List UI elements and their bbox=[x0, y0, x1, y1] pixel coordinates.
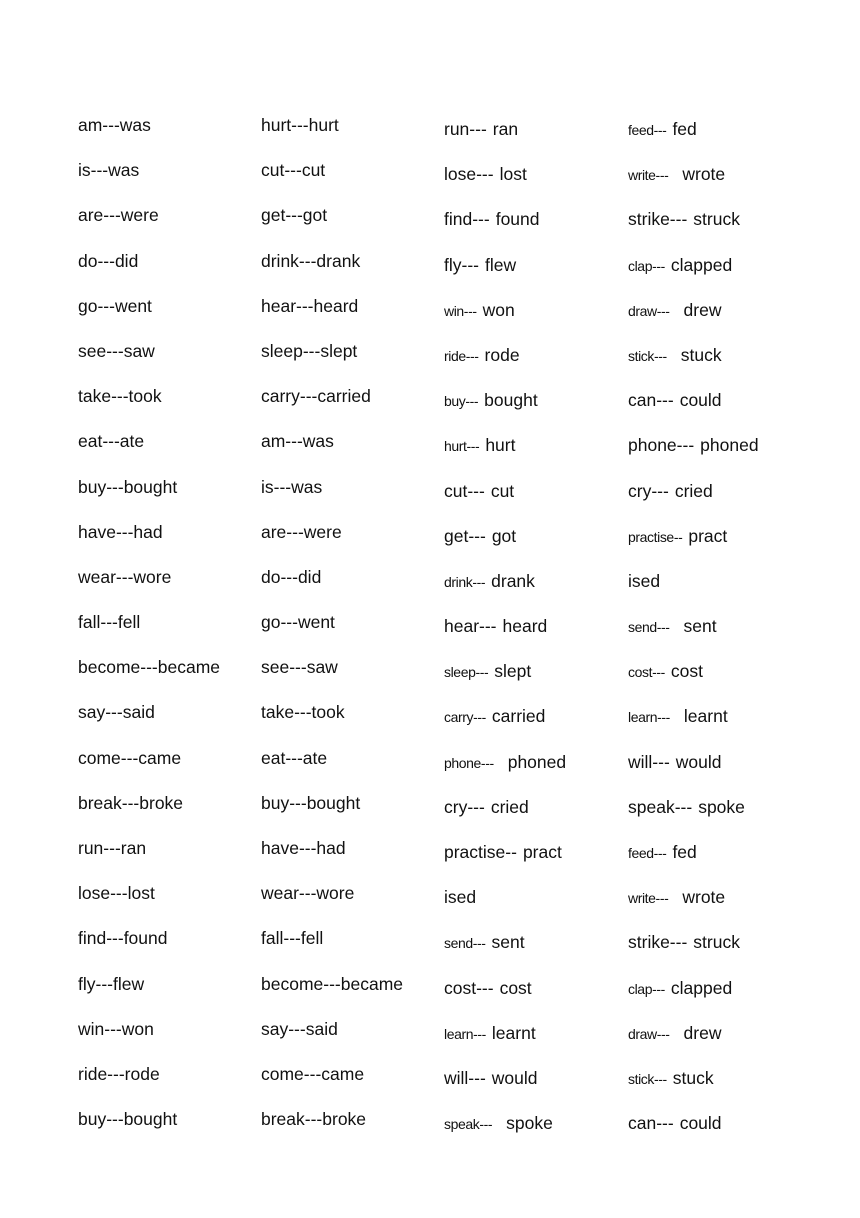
past-form: found bbox=[495, 209, 540, 230]
word-pair-row bbox=[444, 1111, 626, 1156]
past-form: pract bbox=[522, 842, 562, 862]
past-form: clapped bbox=[670, 977, 733, 998]
column-4 bbox=[628, 117, 810, 1156]
past-form: cried bbox=[674, 480, 713, 501]
word-pair-row bbox=[444, 207, 626, 252]
word-pair-text: see---saw bbox=[261, 657, 338, 678]
word-pair-row bbox=[78, 113, 260, 158]
word-pair-row bbox=[261, 700, 443, 745]
present-form: practise-- bbox=[444, 842, 517, 862]
word-pair-row bbox=[78, 249, 260, 294]
present-form: buy--- bbox=[444, 393, 479, 410]
present-form: cost--- bbox=[628, 664, 665, 681]
present-form: cry--- bbox=[444, 796, 485, 817]
word-pair-text: hear---heard bbox=[261, 295, 359, 316]
word-pair-row bbox=[628, 750, 810, 795]
word-pair-row bbox=[444, 253, 626, 298]
word-pair-row bbox=[78, 1107, 260, 1152]
past-form: struck bbox=[693, 209, 740, 230]
present-form: cry--- bbox=[628, 480, 669, 501]
present-form: run--- bbox=[444, 119, 487, 139]
word-pair-row bbox=[78, 836, 260, 881]
word-pair-row bbox=[628, 253, 810, 298]
past-form: lost bbox=[499, 164, 527, 185]
word-pair-text: eat---ate bbox=[78, 431, 145, 452]
word-pair-row bbox=[628, 1111, 810, 1156]
word-pair-row bbox=[78, 791, 260, 836]
word-pair-row bbox=[628, 569, 810, 614]
word-pair-text: ride---rode bbox=[78, 1063, 160, 1084]
word-pair-text: go---went bbox=[261, 612, 335, 633]
present-form: can--- bbox=[628, 1113, 674, 1134]
word-pair-row bbox=[628, 388, 810, 433]
word-pair-row bbox=[78, 881, 260, 926]
past-form: could bbox=[679, 390, 722, 411]
present-form: ised bbox=[628, 570, 661, 591]
word-pair-row bbox=[261, 565, 443, 610]
word-pair-row bbox=[628, 162, 810, 207]
present-form: lose--- bbox=[444, 164, 494, 185]
word-pair-row bbox=[261, 655, 443, 700]
word-pair-row bbox=[628, 479, 810, 524]
word-pair-text: is---was bbox=[78, 160, 140, 181]
word-pair-row bbox=[261, 429, 443, 474]
present-form: write--- bbox=[628, 890, 669, 907]
word-pair-text: buy---bought bbox=[78, 476, 178, 497]
past-form: fed bbox=[672, 119, 697, 139]
word-pair-row bbox=[78, 1017, 260, 1062]
word-pair-text: wear---wore bbox=[78, 566, 172, 587]
past-form: stuck bbox=[672, 1067, 714, 1088]
present-form: stick--- bbox=[628, 1070, 667, 1087]
word-pair-row bbox=[444, 524, 626, 569]
word-pair-row bbox=[78, 746, 260, 791]
word-pair-row bbox=[78, 339, 260, 384]
word-pair-text: am---was bbox=[261, 431, 334, 452]
present-form: clap--- bbox=[628, 257, 665, 274]
past-form: drew bbox=[683, 299, 722, 320]
word-pair-text: sleep---slept bbox=[261, 340, 358, 361]
word-pair-text: fall---fell bbox=[261, 928, 324, 949]
word-pair-row bbox=[628, 704, 810, 749]
word-pair-row bbox=[628, 930, 810, 975]
present-form: strike--- bbox=[628, 932, 688, 953]
present-form: will--- bbox=[444, 1067, 486, 1088]
word-pair-row bbox=[444, 930, 626, 975]
present-form: ride--- bbox=[444, 347, 479, 364]
word-pair-text: carry---carried bbox=[261, 386, 371, 407]
word-pair-row bbox=[628, 117, 810, 162]
word-pair-row bbox=[261, 113, 443, 158]
present-form: get--- bbox=[444, 525, 486, 546]
present-form: draw--- bbox=[628, 1025, 670, 1042]
word-pair-text: take---took bbox=[261, 702, 345, 723]
present-form: draw--- bbox=[628, 302, 670, 319]
past-form: pract bbox=[688, 525, 728, 546]
present-form: fly--- bbox=[444, 254, 479, 275]
past-form: rode bbox=[484, 344, 520, 365]
word-pair-row bbox=[444, 117, 626, 162]
present-form: speak--- bbox=[444, 1116, 493, 1133]
word-pair-text: hurt---hurt bbox=[261, 115, 339, 135]
past-form: flew bbox=[484, 254, 517, 275]
present-form: drink--- bbox=[444, 573, 486, 590]
word-pair-row bbox=[444, 840, 626, 885]
past-form: phoned bbox=[700, 435, 759, 456]
past-form: got bbox=[491, 525, 517, 546]
word-pair-row bbox=[628, 433, 810, 478]
word-pair-text: come---came bbox=[261, 1063, 365, 1084]
word-pair-row bbox=[444, 162, 626, 207]
past-form: cost bbox=[499, 977, 532, 998]
word-pair-row bbox=[628, 1066, 810, 1111]
past-form: cut bbox=[490, 480, 515, 501]
present-form: speak--- bbox=[628, 796, 693, 817]
word-pair-text: fly---flew bbox=[78, 973, 145, 994]
word-pair-text: win---won bbox=[78, 1018, 154, 1039]
word-pair-row bbox=[78, 203, 260, 248]
past-form: wrote bbox=[682, 887, 726, 908]
word-pair-text: do---did bbox=[261, 566, 322, 587]
word-pair-row bbox=[444, 704, 626, 749]
column-1 bbox=[78, 113, 260, 1152]
word-pair-text: wear---wore bbox=[261, 883, 355, 904]
past-form: clapped bbox=[670, 254, 733, 275]
present-form: cut--- bbox=[444, 480, 485, 501]
word-pair-row bbox=[444, 1066, 626, 1111]
past-form: cried bbox=[490, 796, 529, 817]
present-form: find--- bbox=[444, 209, 490, 230]
word-pair-text: have---had bbox=[261, 838, 346, 858]
word-pair-text: go---went bbox=[78, 295, 152, 316]
word-pair-row bbox=[78, 926, 260, 971]
past-form: cost bbox=[670, 661, 703, 682]
word-pair-row bbox=[261, 746, 443, 791]
word-pair-row bbox=[444, 659, 626, 704]
present-form: win--- bbox=[444, 302, 477, 319]
past-form: sent bbox=[491, 932, 525, 953]
present-form: practise-- bbox=[628, 528, 683, 545]
past-form: sent bbox=[683, 616, 717, 637]
word-pair-row bbox=[444, 750, 626, 795]
word-pair-row bbox=[444, 614, 626, 659]
present-form: sleep--- bbox=[444, 664, 489, 681]
past-form: heard bbox=[502, 616, 548, 637]
present-form: ised bbox=[444, 887, 477, 908]
word-pair-row bbox=[261, 791, 443, 836]
word-pair-row bbox=[78, 565, 260, 610]
word-pair-row bbox=[444, 885, 626, 930]
past-form: would bbox=[491, 1067, 538, 1088]
word-pair-row bbox=[261, 1062, 443, 1107]
word-pair-text: are---were bbox=[78, 205, 159, 226]
present-form: hear--- bbox=[444, 616, 497, 637]
present-form: will--- bbox=[628, 751, 670, 772]
word-pair-text: say---said bbox=[78, 702, 155, 723]
present-form: stick--- bbox=[628, 347, 667, 364]
past-form: fed bbox=[672, 842, 697, 862]
word-pair-text: become---became bbox=[261, 973, 403, 994]
word-pair-text: break---broke bbox=[261, 1109, 367, 1130]
past-form: hurt bbox=[485, 435, 516, 456]
word-pair-row bbox=[78, 158, 260, 203]
word-pair-row bbox=[444, 1021, 626, 1066]
word-pair-text: do---did bbox=[78, 250, 139, 271]
word-pair-row bbox=[261, 339, 443, 384]
word-pair-row bbox=[261, 1107, 443, 1152]
word-pair-text: drink---drank bbox=[261, 250, 361, 271]
past-form: learnt bbox=[491, 1022, 536, 1043]
word-pair-row bbox=[628, 840, 810, 885]
past-form: slept bbox=[494, 661, 532, 682]
word-pair-row bbox=[628, 207, 810, 252]
word-pair-row bbox=[628, 614, 810, 659]
present-form: feed--- bbox=[628, 122, 667, 138]
word-pair-row bbox=[78, 655, 260, 700]
word-pair-row bbox=[78, 429, 260, 474]
word-pair-row bbox=[78, 294, 260, 339]
word-pair-row bbox=[261, 158, 443, 203]
word-pair-row bbox=[444, 298, 626, 343]
word-pair-row bbox=[628, 343, 810, 388]
word-pair-text: have---had bbox=[78, 521, 163, 542]
present-form: strike--- bbox=[628, 209, 688, 230]
present-form: phone--- bbox=[444, 754, 494, 771]
word-pair-row bbox=[628, 298, 810, 343]
word-pair-row bbox=[78, 972, 260, 1017]
word-pair-row bbox=[78, 384, 260, 429]
present-form: phone--- bbox=[628, 435, 695, 456]
word-pair-row bbox=[628, 659, 810, 704]
past-form: spoke bbox=[506, 1113, 553, 1134]
past-form: could bbox=[679, 1113, 722, 1134]
word-pair-row bbox=[261, 384, 443, 429]
word-pair-row bbox=[628, 1021, 810, 1066]
word-pair-text: say---said bbox=[261, 1018, 338, 1039]
word-pair-row bbox=[444, 479, 626, 524]
present-form: feed--- bbox=[628, 845, 667, 861]
word-pair-text: fall---fell bbox=[78, 612, 141, 633]
word-pair-row bbox=[261, 203, 443, 248]
word-pair-row bbox=[261, 249, 443, 294]
word-pair-row bbox=[444, 433, 626, 478]
word-pair-row bbox=[261, 926, 443, 971]
present-form: learn--- bbox=[444, 1025, 486, 1042]
present-form: carry--- bbox=[444, 709, 486, 726]
present-form: send--- bbox=[444, 935, 486, 952]
word-pair-row bbox=[628, 976, 810, 1021]
word-pair-text: take---took bbox=[78, 386, 162, 407]
word-pair-row bbox=[261, 520, 443, 565]
word-pair-text: buy---bought bbox=[261, 792, 361, 813]
column-3 bbox=[444, 117, 626, 1156]
word-pair-row bbox=[628, 795, 810, 840]
word-pair-row bbox=[78, 610, 260, 655]
past-form: drank bbox=[491, 570, 535, 591]
present-form: hurt--- bbox=[444, 438, 480, 455]
word-pair-text: eat---ate bbox=[261, 747, 328, 768]
past-form: ran bbox=[492, 119, 519, 139]
past-form: drew bbox=[683, 1022, 722, 1043]
word-pair-row bbox=[78, 1062, 260, 1107]
past-form: bought bbox=[484, 390, 538, 411]
past-form: wrote bbox=[682, 164, 726, 185]
word-pair-row bbox=[261, 881, 443, 926]
word-pair-row bbox=[444, 569, 626, 614]
word-pair-text: find---found bbox=[78, 928, 168, 949]
word-pair-row bbox=[444, 388, 626, 433]
word-pair-row bbox=[628, 885, 810, 930]
word-pair-text: become---became bbox=[78, 657, 220, 678]
word-pair-row bbox=[444, 976, 626, 1021]
word-pair-text: buy---bought bbox=[78, 1109, 178, 1130]
word-pair-row bbox=[261, 1017, 443, 1062]
past-form: struck bbox=[693, 932, 740, 953]
word-pair-text: see---saw bbox=[78, 340, 155, 361]
present-form: learn--- bbox=[628, 709, 670, 726]
past-form: phoned bbox=[507, 751, 567, 772]
word-pair-text: cut---cut bbox=[261, 160, 326, 181]
past-form: would bbox=[675, 751, 722, 772]
present-form: send--- bbox=[628, 619, 670, 636]
word-pair-row bbox=[261, 475, 443, 520]
word-pair-row bbox=[78, 700, 260, 745]
word-pair-text: is---was bbox=[261, 476, 323, 497]
word-pair-row bbox=[78, 475, 260, 520]
word-pair-text: lose---lost bbox=[78, 883, 155, 904]
past-form: spoke bbox=[698, 796, 745, 817]
word-pair-row bbox=[261, 836, 443, 881]
present-form: write--- bbox=[628, 167, 669, 184]
word-pair-row bbox=[444, 343, 626, 388]
present-form: cost--- bbox=[444, 977, 494, 998]
word-pair-text: get---got bbox=[261, 205, 328, 226]
present-form: can--- bbox=[628, 390, 674, 411]
past-form: won bbox=[482, 299, 515, 320]
word-pair-text: are---were bbox=[261, 521, 342, 542]
present-form: clap--- bbox=[628, 980, 665, 997]
word-pair-row bbox=[261, 972, 443, 1017]
word-pair-text: break---broke bbox=[78, 792, 184, 813]
past-form: stuck bbox=[680, 344, 722, 365]
word-pair-row bbox=[628, 524, 810, 569]
word-pair-row bbox=[78, 520, 260, 565]
past-form: learnt bbox=[683, 706, 728, 727]
word-pair-text: run---ran bbox=[78, 838, 147, 858]
word-pair-text: come---came bbox=[78, 747, 182, 768]
column-2 bbox=[261, 113, 443, 1152]
past-form: carried bbox=[491, 706, 546, 727]
word-pair-row bbox=[261, 294, 443, 339]
word-pair-row bbox=[261, 610, 443, 655]
word-pair-text: am---was bbox=[78, 115, 151, 135]
word-pair-row bbox=[444, 795, 626, 840]
